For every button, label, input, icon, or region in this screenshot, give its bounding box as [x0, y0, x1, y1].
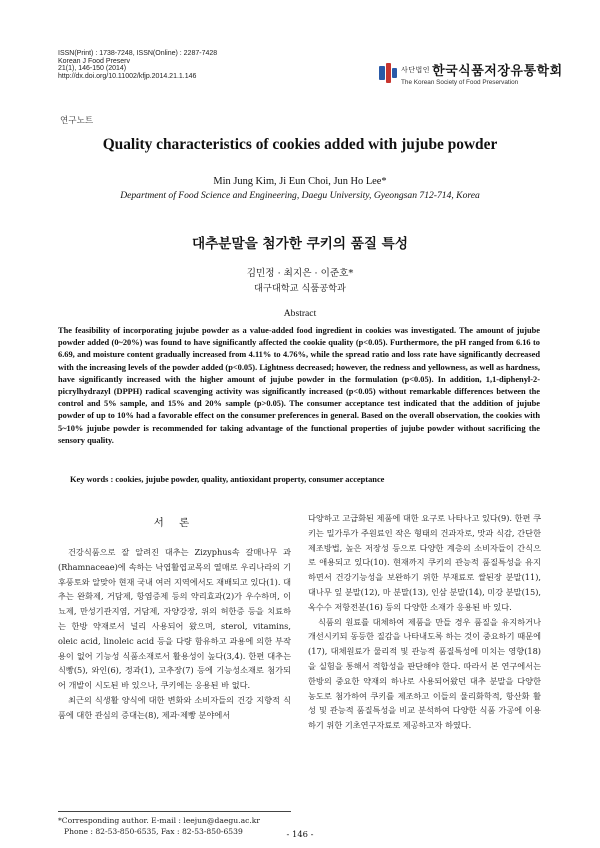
society-name-en: The Korean Society of Food Preservation	[401, 79, 519, 86]
abstract-text: The feasibility of incorporating jujube powder as a value-added food ingredient in cookies was investigated. The amount of jujube powder added (0~20%) was found to have significantly affected the cookie quality (p<0.05). Furthermore, the pH ranged from 6.16 to 6.69, and moisture content gradually increased from 4.11% to 4.76%, while the spread ratio and loss rate have significantly decreased with the increasing levels of the powder added (p<0.05). Lightness decreased; however, the redness and yellowness, as well as hardness, have significantly increased with the higher amount of jujube powder in the formulation (p<0.05). In addition, 1,1-diphenyl-2-picrylhydrazyl (DPPH) radical scavenging activity was significantly increased (p<0.05) without remarkable differences between the control and 5% sample, and 15% and 20% sample (p>0.05). The consumer acceptance test indicated that the addition of jujube powder of up to 10% had a favorable effect on the consumer preferences in general. Based on the overall observation, the cookies with 5~10% jujube powder is recommended for taking advantage of the functional properties of jujube powder without sacrificing the sensory quality.	[58, 326, 540, 445]
abstract-heading: Abstract	[283, 308, 317, 319]
keywords: Key words : cookies, jujube powder, quality, antioxidant property, consumer acceptance	[70, 475, 385, 484]
affiliation-en: Department of Food Science and Engineering, Daegu University, Gyeongsan 712-714, Korea	[120, 190, 480, 201]
journal-meta	[58, 50, 217, 80]
footnote-divider	[58, 811, 291, 812]
section-heading-intro: 서 론	[153, 517, 196, 529]
right-column	[308, 511, 541, 733]
authors-en: Min Jung Kim, Ji Eun Choi, Jun Ho Lee*	[213, 176, 387, 187]
society-name-ko: $^{사단법인}$ 한국식품저장유통학회	[401, 63, 563, 78]
paragraph: 건강식품으로 잘 알려진 대추는 Zizyphus속 갈매나무 과(Rhamnaceae)에 속하는 낙엽활엽교목의 열매로 우리나라의 기후풍토와 알맞아 현재 국내 여러 지역에서도 재배되고 있다(1). 대추는 완화제, 거담제, 항염증제 등의 약리효과(2)가 우수하며, 이뇨제, 만성기관지염, 거담제, 자양강장, 위의 허한증 등을 치료하는 한방 약재로서 널리 사용되어 왔으며, sterol, vitamins, oleic acid, linoleic acid 등을 다량 함유하고 과용에 의한 부작용이 없어 기능성 식품소재로서 활용성이 높다(3,4). 한편 대추는 식빵(5), 와인(6), 정과(1), 고추장(7) 등에 기능성소재로 첨가되어 개발이 시도된 바 있으나, 쿠키에는 응용된 바 없다.	[58, 547, 291, 691]
society-logo-icon	[378, 62, 398, 84]
paragraph: 식품의 원료를 대체하여 제품을 만들 경우 품질을 유지하거나 개선시키되 동등한 질감을 나타내도록 하는 것이 중요하기 때문에(17), 대체원료가 물리적 및 관능적 품질특성에 미치는 영향(18)을 실험을 통해서 적합성을 판단해야 한다. 따라서 본 연구에서는 한방의 중요한 약재의 하나로 사용되어왔던 대추 분말을 다양한 농도로 첨가하여 쿠키를 제조하고 이들의 물리화학적, 항산화 활성 및 관능적 품질특성을 비교 분석하여 다양한 식품 가공에 이용하기 위한 기초연구자료로 제공하고자 하였다.	[308, 616, 541, 731]
page-number: - 146 -	[286, 829, 314, 839]
volume-line: 21(1), 146-150 (2014)	[58, 65, 127, 73]
society-logo	[378, 60, 563, 86]
left-column	[58, 545, 291, 723]
paper-title-en: Quality characteristics of cookies added with jujube powder	[102, 136, 498, 153]
authors-ko: 김민정 · 최지은 · 이준호*	[246, 268, 354, 279]
paragraph: 최근의 식생활 양식에 대한 변화와 소비자들의 건강 지향적 식품에 대한 관심의 증대는(8), 제과·제빵 분야에서	[58, 694, 291, 720]
contact-phone-fax: Phone : 82-53-850-6535, Fax : 82-53-850-6539	[64, 827, 243, 836]
paragraph: 다양하고 고급화된 제품에 대한 요구로 나타나고 있다(9). 한편 쿠키는 밀가루가 주원료인 작은 형태의 건과자로, 맛과 식감, 간단한 제조방법, 높은 저장성 등으로 다양한 계층의 소비자들이 간식으로 애용되고 있다(10). 현재까지 쿠키의 관능적 품질특성을 유지하면서 건강기능성을 보완하기 위한 부재료로 쌀된장 분말(11), 대나무 잎 분말(12), 마 분말(13), 인삼 분말(14), 미강 분말(15), 옥수수 저항전분(16) 등의 다양한 소재가 응용된 바 있다.	[308, 513, 541, 612]
corresponding-author: *Corresponding author. E-mail : leejun@daegu.ac.kr	[58, 816, 261, 825]
issn-line: ISSN(Print) : 1738-7248, ISSN(Online) : 2287-7428	[58, 50, 218, 57]
article-category: 연구노트	[60, 116, 94, 126]
paper-title-ko: 대추분말을 첨가한 쿠키의 품질 특성	[192, 236, 408, 252]
doi-line: http://dx.doi.org/10.11002/kfjp.2014.21.1.146	[58, 72, 197, 80]
journal-name-line: Korean J Food Preserv	[58, 57, 130, 65]
affiliation-ko: 대구대학교 식품공학과	[254, 283, 346, 294]
